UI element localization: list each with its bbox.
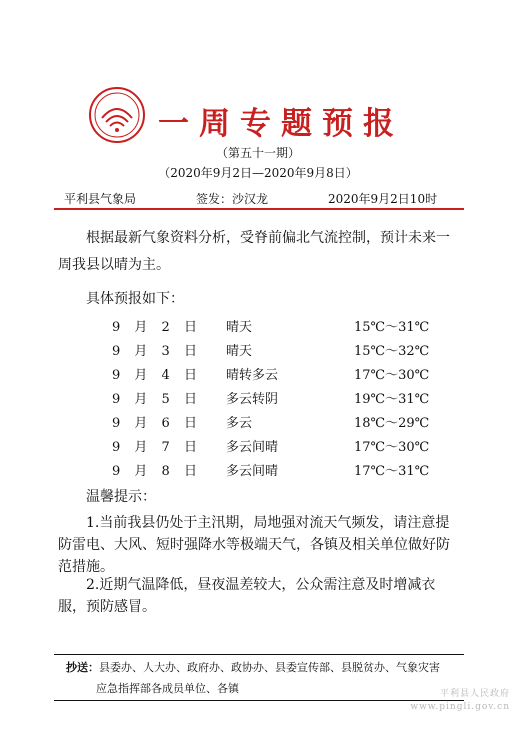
issuing-organization: 平利县气象局 [64, 192, 137, 206]
tip-item: 1.当前我县仍处于主汛期，局地强对流天气频发，请注意提防雷电、大风、短时强降水等极端天气，各镇及相关单位做好防范措施。 [58, 515, 450, 575]
signer: 签发：沙汉龙 [196, 192, 269, 206]
forecast-weather: 多云 [226, 416, 253, 431]
copy-to-line2: 应急指挥部各成员单位、各镇 [96, 682, 239, 695]
forecast-weather: 晴天 [226, 320, 253, 335]
copy-to-line1: 县委办、人大办、政府办、政协办、县委宣传部、县脱贫办、气象灾害 [99, 661, 440, 674]
forecast-row [0, 316, 516, 340]
forecast-temp: 17℃～30℃ [354, 440, 430, 455]
forecast-date: 9 月 6 日 [112, 416, 202, 431]
forecast-weather: 多云间晴 [226, 464, 279, 479]
forecast-row [0, 388, 516, 412]
issue-date: 2020年9月2日10时 [328, 192, 438, 206]
footer-top-divider [54, 654, 464, 655]
forecast-date: 9 月 8 日 [112, 464, 202, 479]
forecast-heading: 具体预报如下： [86, 291, 184, 307]
forecast-row [0, 460, 516, 484]
forecast-date: 9 月 3 日 [112, 344, 202, 359]
forecast-row [0, 340, 516, 364]
forecast-weather: 多云转阴 [226, 392, 279, 407]
tips-heading: 温馨提示： [86, 489, 156, 505]
forecast-temp: 19℃～31℃ [354, 392, 430, 407]
header-divider [54, 208, 464, 210]
issue-number: （第五十一期） [215, 146, 300, 160]
intro-paragraph: 根据最新气象资料分析，受脊前偏北气流控制，预计未来一周我县以晴为主。 [58, 230, 450, 273]
forecast-row [0, 436, 516, 460]
meteorology-logo-icon [88, 86, 146, 144]
forecast-temp: 18℃～29℃ [354, 416, 430, 431]
forecast-row [0, 412, 516, 436]
forecast-date: 9 月 5 日 [112, 392, 202, 407]
forecast-date: 9 月 7 日 [112, 440, 202, 455]
page-title: 一周专题预报 [158, 106, 404, 142]
forecast-date: 9 月 4 日 [112, 368, 202, 383]
forecast-date: 9 月 2 日 [112, 320, 202, 335]
forecast-temp: 15℃～31℃ [354, 320, 430, 335]
forecast-temp: 17℃～30℃ [354, 368, 430, 383]
forecast-weather: 多云间晴 [226, 440, 279, 455]
date-range: （2020年9月2日—2020年9月8日） [158, 166, 358, 180]
forecast-weather: 晴天 [226, 344, 253, 359]
copy-to-label: 抄送： [66, 661, 99, 674]
forecast-weather: 晴转多云 [226, 368, 279, 383]
forecast-row [0, 364, 516, 388]
watermark: 平利县人民政府 www.pingli.gov.cn [410, 689, 510, 712]
forecast-temp: 15℃～32℃ [354, 344, 430, 359]
tip-item: 2.近期气温降低，昼夜温差较大，公众需注意及时增减衣服，预防感冒。 [58, 577, 436, 615]
forecast-temp: 17℃～31℃ [354, 464, 430, 479]
